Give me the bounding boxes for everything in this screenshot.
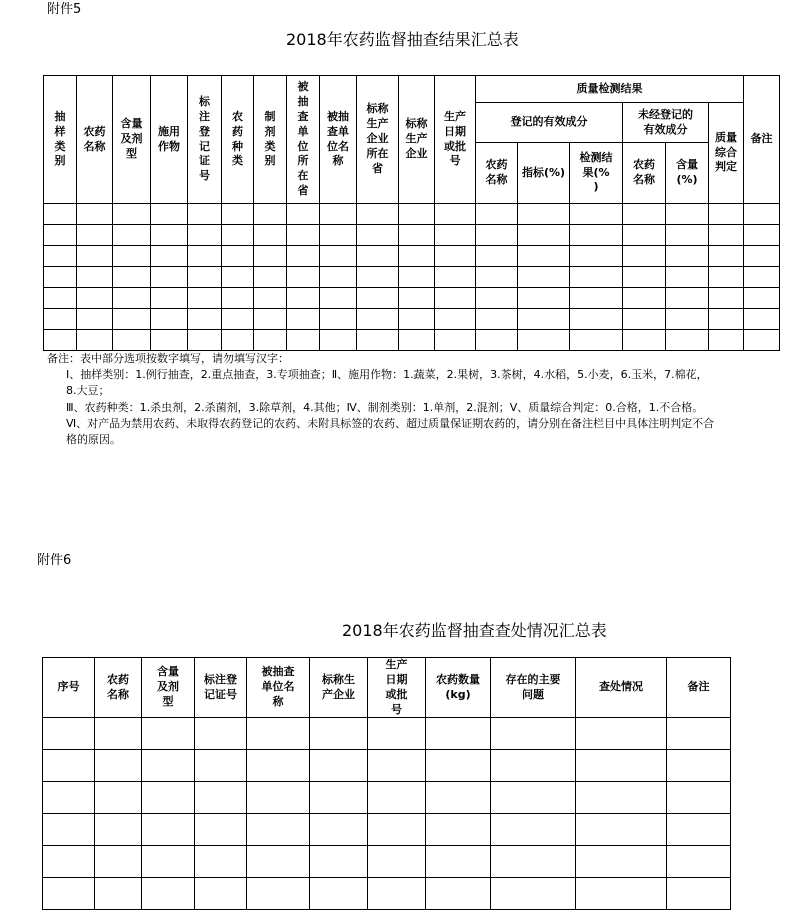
table-row	[43, 814, 731, 846]
header-issues: 存在的主要 问题	[491, 658, 576, 718]
empty-cell	[222, 204, 254, 225]
empty-cell	[476, 309, 518, 330]
empty-cell	[518, 267, 570, 288]
header-remarks: 备注	[667, 658, 731, 718]
empty-cell	[399, 330, 435, 351]
empty-cell	[310, 782, 368, 814]
empty-cell	[320, 309, 357, 330]
header-quality-group: 质量检测结果	[476, 76, 744, 103]
empty-cell	[476, 330, 518, 351]
empty-cell	[95, 782, 142, 814]
header-claimed-company-province: 标称 生产 企业 所在 省	[357, 76, 399, 204]
empty-cell	[426, 846, 491, 878]
empty-cell	[77, 204, 113, 225]
empty-cell	[667, 782, 731, 814]
empty-cell	[44, 267, 77, 288]
empty-cell	[151, 288, 188, 309]
table-row	[43, 750, 731, 782]
empty-cell	[491, 782, 576, 814]
empty-cell	[426, 750, 491, 782]
empty-cell	[744, 225, 780, 246]
empty-cell	[518, 246, 570, 267]
empty-cell	[142, 814, 195, 846]
note-line: Ⅰ、抽样类别：1.例行抽查，2.重点抽查，3.专项抽查；Ⅱ、施用作物：1.蔬菜，2.果树，3.茶树，4.水稻，5.小麦，6.玉米，7.棉花，	[66, 368, 708, 381]
empty-cell	[476, 225, 518, 246]
empty-cell	[667, 846, 731, 878]
header-sample-type: 抽 样 类 别	[44, 76, 77, 204]
empty-cell	[310, 878, 368, 910]
table-row	[44, 225, 780, 246]
empty-cell	[570, 225, 623, 246]
empty-cell	[44, 288, 77, 309]
empty-cell	[142, 846, 195, 878]
empty-cell	[357, 225, 399, 246]
empty-cell	[744, 309, 780, 330]
note-line: Ⅵ、对产品为禁用农药、未取得农药登记的农药、未附具标签的农药、超过质量保证期农药的，请分别在备注栏目中具体注明判定不合	[66, 417, 715, 430]
header-handling: 查处情况	[576, 658, 667, 718]
header-pesticide-name: 农药 名称	[95, 658, 142, 718]
empty-cell	[667, 718, 731, 750]
empty-cell	[518, 288, 570, 309]
header-content-formulation: 含量 及剂 型	[142, 658, 195, 718]
empty-cell	[623, 288, 666, 309]
annex5-title: 2018年农药监督抽查结果汇总表	[286, 30, 519, 49]
empty-cell	[709, 288, 744, 309]
empty-cell	[142, 782, 195, 814]
empty-cell	[113, 246, 151, 267]
empty-cell	[151, 204, 188, 225]
empty-cell	[357, 330, 399, 351]
empty-cell	[195, 878, 247, 910]
empty-cell	[43, 718, 95, 750]
empty-cell	[518, 204, 570, 225]
empty-cell	[357, 267, 399, 288]
empty-cell	[188, 204, 222, 225]
empty-cell	[368, 718, 426, 750]
empty-cell	[667, 878, 731, 910]
empty-cell	[188, 309, 222, 330]
empty-cell	[623, 246, 666, 267]
empty-cell	[287, 204, 320, 225]
empty-cell	[476, 246, 518, 267]
empty-cell	[195, 814, 247, 846]
empty-cell	[222, 309, 254, 330]
empty-cell	[287, 246, 320, 267]
empty-cell	[77, 267, 113, 288]
empty-cell	[151, 267, 188, 288]
empty-cell	[113, 267, 151, 288]
empty-cell	[320, 225, 357, 246]
empty-cell	[709, 330, 744, 351]
empty-cell	[151, 225, 188, 246]
empty-cell	[43, 814, 95, 846]
header-sampled-unit-name: 被抽 查单 位名 称	[320, 76, 357, 204]
handling-summary-table	[42, 657, 731, 910]
empty-cell	[368, 782, 426, 814]
empty-cell	[357, 288, 399, 309]
empty-cell	[518, 225, 570, 246]
header-date-batch: 生产 日期 或批 号	[368, 658, 426, 718]
empty-cell	[576, 814, 667, 846]
empty-cell	[44, 246, 77, 267]
empty-cell	[254, 267, 287, 288]
empty-cell	[142, 718, 195, 750]
empty-cell	[576, 782, 667, 814]
empty-cell	[570, 288, 623, 309]
empty-cell	[43, 846, 95, 878]
empty-cell	[142, 878, 195, 910]
empty-cell	[287, 309, 320, 330]
empty-cell	[188, 225, 222, 246]
table-row	[44, 288, 780, 309]
empty-cell	[44, 330, 77, 351]
empty-cell	[667, 750, 731, 782]
header-sampled-unit-province: 被 抽 查 单 位 所 在 省	[287, 76, 320, 204]
empty-cell	[254, 225, 287, 246]
empty-cell	[254, 309, 287, 330]
empty-cell	[247, 846, 310, 878]
empty-cell	[744, 246, 780, 267]
empty-cell	[247, 782, 310, 814]
empty-cell	[666, 309, 709, 330]
header-remarks: 备注	[744, 76, 780, 204]
empty-cell	[666, 204, 709, 225]
empty-cell	[426, 782, 491, 814]
empty-cell	[195, 782, 247, 814]
empty-cell	[287, 330, 320, 351]
empty-cell	[623, 330, 666, 351]
empty-cell	[95, 718, 142, 750]
empty-cell	[435, 309, 476, 330]
header-unreg-content: 含量(%)	[666, 143, 709, 204]
annex5-label: 附件5	[47, 2, 82, 17]
empty-cell	[476, 204, 518, 225]
empty-cell	[491, 814, 576, 846]
table-row	[44, 267, 780, 288]
empty-cell	[435, 330, 476, 351]
header-unregistered-group: 未经登记的 有效成分	[623, 103, 709, 143]
empty-cell	[95, 878, 142, 910]
empty-cell	[320, 204, 357, 225]
annex6-label: 附件6	[37, 553, 72, 568]
empty-cell	[310, 846, 368, 878]
empty-cell	[113, 204, 151, 225]
empty-cell	[310, 750, 368, 782]
empty-cell	[518, 309, 570, 330]
empty-cell	[43, 750, 95, 782]
empty-cell	[666, 225, 709, 246]
header-reg-indicator: 指标(%)	[518, 143, 570, 204]
empty-cell	[320, 330, 357, 351]
empty-cell	[77, 246, 113, 267]
empty-cell	[287, 225, 320, 246]
empty-cell	[222, 330, 254, 351]
empty-cell	[188, 267, 222, 288]
empty-cell	[77, 330, 113, 351]
table-row	[44, 330, 780, 351]
header-claimed-company: 标称生 产企业	[310, 658, 368, 718]
header-registered-group: 登记的有效成分	[476, 103, 623, 143]
header-pesticide-name: 农药 名称	[77, 76, 113, 204]
empty-cell	[709, 267, 744, 288]
empty-cell	[44, 225, 77, 246]
empty-cell	[476, 267, 518, 288]
empty-cell	[222, 288, 254, 309]
empty-cell	[491, 846, 576, 878]
header-formulation-type: 制 剂 类 别	[254, 76, 287, 204]
empty-cell	[399, 204, 435, 225]
empty-cell	[287, 288, 320, 309]
empty-cell	[666, 267, 709, 288]
empty-cell	[709, 204, 744, 225]
empty-cell	[570, 309, 623, 330]
empty-cell	[476, 288, 518, 309]
empty-cell	[195, 750, 247, 782]
empty-cell	[357, 309, 399, 330]
note-line: 8.大豆；	[66, 384, 110, 397]
empty-cell	[744, 204, 780, 225]
empty-cell	[744, 330, 780, 351]
empty-cell	[43, 782, 95, 814]
empty-cell	[151, 330, 188, 351]
table-row	[43, 878, 731, 910]
empty-cell	[254, 330, 287, 351]
empty-cell	[142, 750, 195, 782]
empty-cell	[310, 814, 368, 846]
empty-cell	[623, 309, 666, 330]
empty-cell	[435, 246, 476, 267]
empty-cell	[491, 750, 576, 782]
table-row	[43, 718, 731, 750]
empty-cell	[95, 814, 142, 846]
empty-cell	[357, 246, 399, 267]
table-row	[44, 246, 780, 267]
empty-cell	[368, 846, 426, 878]
header-seq: 序号	[43, 658, 95, 718]
empty-cell	[426, 878, 491, 910]
empty-cell	[426, 814, 491, 846]
empty-cell	[254, 288, 287, 309]
empty-cell	[576, 846, 667, 878]
empty-cell	[188, 288, 222, 309]
empty-cell	[709, 225, 744, 246]
empty-cell	[518, 330, 570, 351]
empty-cell	[320, 288, 357, 309]
header-reg-no: 标注登 记证号	[195, 658, 247, 718]
empty-cell	[570, 267, 623, 288]
table-row	[43, 782, 731, 814]
note-line: Ⅲ、农药种类：1.杀虫剂，2.杀菌剂，3.除草剂，4.其他；Ⅳ、制剂类别：1.单剂，2.混剂；Ⅴ、质量综合判定：0.合格，1.不合格。	[66, 401, 704, 414]
empty-cell	[399, 267, 435, 288]
empty-cell	[435, 267, 476, 288]
header-unreg-pesticide-name: 农药 名称	[623, 143, 666, 204]
empty-cell	[113, 288, 151, 309]
empty-cell	[188, 246, 222, 267]
empty-cell	[357, 204, 399, 225]
header-claimed-company: 标称 生产 企业	[399, 76, 435, 204]
empty-cell	[667, 814, 731, 846]
empty-cell	[570, 204, 623, 225]
empty-cell	[368, 750, 426, 782]
empty-cell	[113, 330, 151, 351]
empty-cell	[744, 267, 780, 288]
results-summary-table	[43, 75, 780, 351]
empty-cell	[287, 267, 320, 288]
header-reg-pesticide-name: 农药 名称	[476, 143, 518, 204]
header-crop: 施用 作物	[151, 76, 188, 204]
header-quality-judgement: 质量 综合 判定	[709, 103, 744, 204]
empty-cell	[151, 309, 188, 330]
header-quantity: 农药数量 (kg)	[426, 658, 491, 718]
empty-cell	[222, 267, 254, 288]
empty-cell	[570, 246, 623, 267]
empty-cell	[247, 814, 310, 846]
empty-cell	[576, 878, 667, 910]
empty-cell	[570, 330, 623, 351]
empty-cell	[222, 225, 254, 246]
empty-cell	[222, 246, 254, 267]
table-row	[44, 309, 780, 330]
empty-cell	[623, 204, 666, 225]
empty-cell	[368, 814, 426, 846]
empty-cell	[399, 246, 435, 267]
empty-cell	[623, 267, 666, 288]
empty-cell	[320, 267, 357, 288]
empty-cell	[195, 846, 247, 878]
empty-cell	[709, 246, 744, 267]
empty-cell	[368, 878, 426, 910]
empty-cell	[320, 246, 357, 267]
empty-cell	[435, 288, 476, 309]
empty-cell	[666, 330, 709, 351]
table-row	[43, 846, 731, 878]
empty-cell	[77, 309, 113, 330]
empty-cell	[44, 204, 77, 225]
header-content-formulation: 含量 及剂 型	[113, 76, 151, 204]
empty-cell	[77, 288, 113, 309]
empty-cell	[113, 225, 151, 246]
empty-cell	[247, 718, 310, 750]
header-pesticide-kind: 农 药 种 类	[222, 76, 254, 204]
empty-cell	[95, 846, 142, 878]
empty-cell	[43, 878, 95, 910]
empty-cell	[666, 246, 709, 267]
empty-cell	[491, 718, 576, 750]
empty-cell	[113, 309, 151, 330]
empty-cell	[254, 204, 287, 225]
empty-cell	[435, 204, 476, 225]
empty-cell	[666, 288, 709, 309]
empty-cell	[709, 309, 744, 330]
note-line: 备注：表中部分选项按数字填写，请勿填写汉字：	[47, 352, 289, 365]
empty-cell	[623, 225, 666, 246]
empty-cell	[576, 718, 667, 750]
empty-cell	[576, 750, 667, 782]
empty-cell	[435, 225, 476, 246]
empty-cell	[254, 246, 287, 267]
header-reg-result: 检测结 果(% )	[570, 143, 623, 204]
header-sampled-unit-name: 被抽查 单位名 称	[247, 658, 310, 718]
empty-cell	[247, 878, 310, 910]
empty-cell	[744, 288, 780, 309]
empty-cell	[44, 309, 77, 330]
empty-cell	[310, 718, 368, 750]
empty-cell	[399, 225, 435, 246]
empty-cell	[399, 288, 435, 309]
empty-cell	[247, 750, 310, 782]
empty-cell	[95, 750, 142, 782]
header-reg-no: 标 注 登 记 证 号	[188, 76, 222, 204]
empty-cell	[151, 246, 188, 267]
empty-cell	[195, 718, 247, 750]
note-line: 格的原因。	[66, 433, 121, 446]
empty-cell	[399, 309, 435, 330]
empty-cell	[188, 330, 222, 351]
annex6-title: 2018年农药监督抽查查处情况汇总表	[342, 621, 607, 640]
table-row	[44, 204, 780, 225]
empty-cell	[426, 718, 491, 750]
header-date-batch: 生产 日期 或批 号	[435, 76, 476, 204]
empty-cell	[491, 878, 576, 910]
empty-cell	[77, 225, 113, 246]
